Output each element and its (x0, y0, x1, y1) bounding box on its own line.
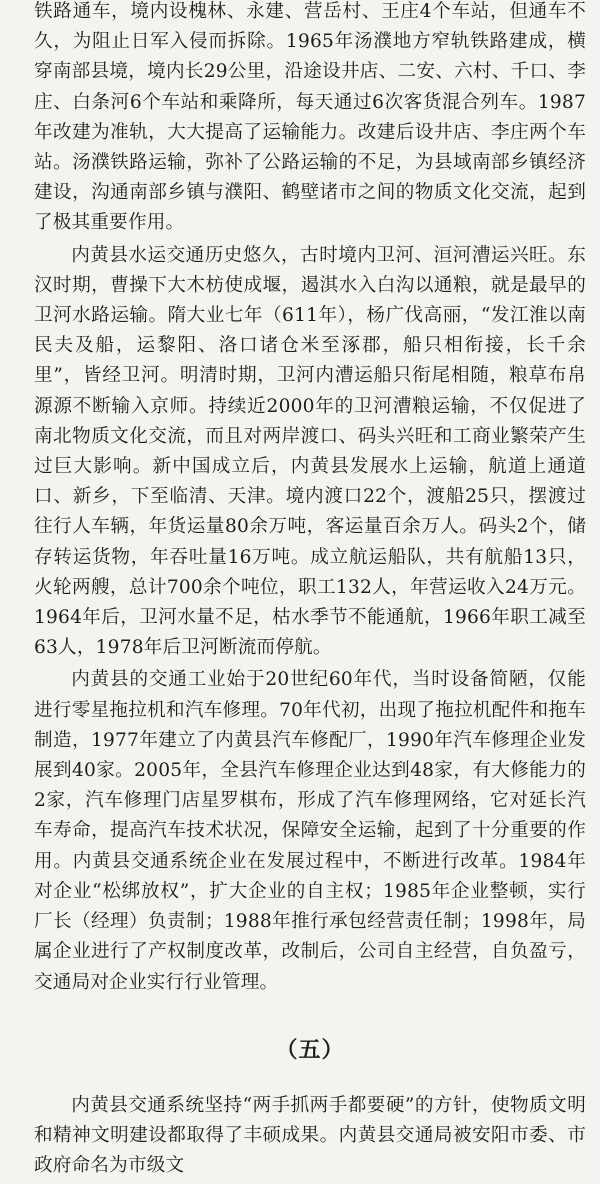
paragraph-transport-industry: 内黄县的交通工业始于20世纪60年代，当时设备简陋，仅能进行零星拖拉机和汽车修理。70年代初，出现了拖拉机配件和拖车制造，1977年建立了内黄县汽车修配厂，1990年汽车修理企业发展到40家。2005年，全县汽车修理企业达到48家，有大修能力的2家，汽车修理门店星罗棋布，形成了汽车修理网络，它对延长汽车寿命，提高汽车技术状况，保障安全运输，起到了十分重要的作用。内黄县交通系统企业在发展过程中，不断进行改革。1984年对企业“松绑放权”，扩大企业的自主权；1985年企业整顿，实行厂长（经理）负责制；1988年推行承包经营责任制；1998年，局属企业进行了产权制度改革，改制后，公司自主经营，自负盈亏，交通局对企业实行行业管理。 (34, 669, 586, 993)
paragraph-water-transport: 内黄县水运交通历史悠久，古时境内卫河、洹河漕运兴旺。东汉时期，曹操下大木枋使成堰，遏淇水入白沟以通粮，就是最早的卫河水路运输。隋大业七年（611年），杨广伐高丽，“发江淮以南民夫及船，运黎阳、洛口诸仓米至涿郡，船只相衔接，长千余里”，皆经卫河。明清时期，卫河内漕运船只衔尾相随，粮草布帛源源不断输入京师。持续近2000年的卫河漕粮运输，不仅促进了南北物质文化交流，而且对两岸渡口、码头兴旺和工商业繁荣产生过巨大影响。新中国成立后，内黄县发展水上运输，航道上通道口、新乡，下至临清、天津。境内渡口22个，渡船25只，摆渡过往行人车辆，年货运量80余万吨，客运量百余万人。码头2个，储存转运货物，年吞吐量16万吨。成立航运船队，共有航船13只，火轮两艘，总计700余个吨位，职工132人，年营运收入24万元。1964年后，卫河水量不足，枯水季节不能通航，1966年职工减至63人，1978年后卫河断流而停航。 (34, 244, 586, 659)
paragraph-railway: 铁路通车，境内设槐林、永建、营岳村、王庄4个车站，但通车不久，为阻止日军入侵而拆除。1965年汤濮地方窄轨铁路建成，横穿南部县境，境内长29公里，沿途设井店、二安、六村、千口、李庄、白条河6个车站和乘降所，每天通过6次客货混合列车。1987年改建为准轨，大大提高了运输能力。改建后设井店、李庄两个车站。汤濮铁路运输，弥补了公路运输的不足，为县域南部乡镇经济建设，沟通南部乡镇与濮阳、鹤壁诸市之间的物质文化交流，起到了极其重要作用。 (34, 1, 586, 234)
paragraph-closing: 内黄县交通系统坚持“两手抓两手都要硬”的方针，使物质文明和精神文明建设都取得了丰硕成果。内黄县交通局被安阳市委、市政府命名为市级文 (34, 1094, 586, 1177)
section-heading: （五） (275, 1037, 345, 1063)
